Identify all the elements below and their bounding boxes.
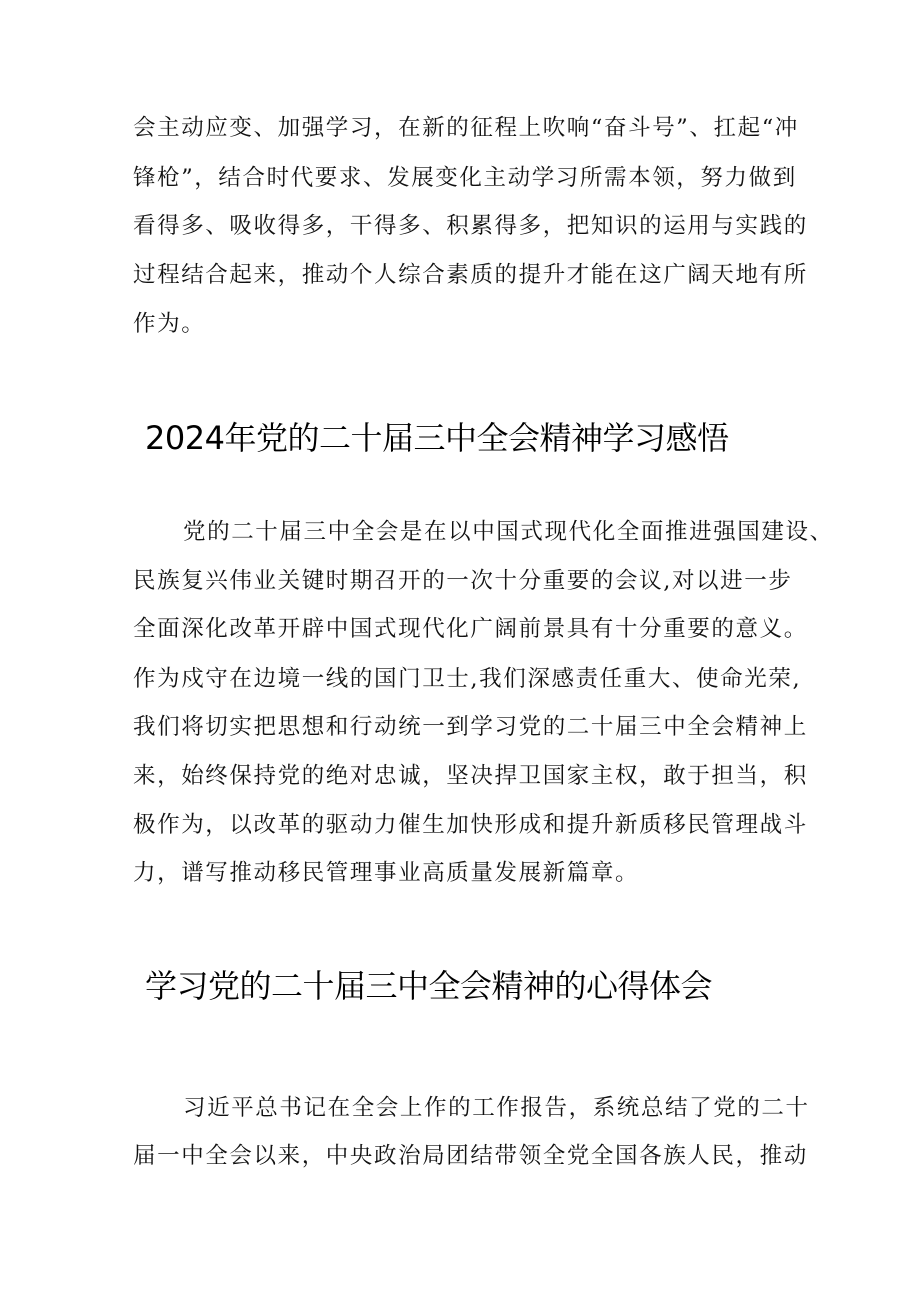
- paragraph-1-line-2: 锋枪”，结合时代要求、发展变化主动学习所需本领，努力做到: [133, 165, 797, 191]
- paragraph-1-line-3: 看得多、吸收得多，干得多、积累得多，把知识的运用与实践的: [133, 213, 808, 239]
- section-2-line-3: 全面深化改革开辟中国式现代化广阔前景具有十分重要的意义。: [133, 616, 808, 642]
- section-2-title: 2024年党的二十届三中全会精神学习感悟: [145, 419, 729, 457]
- section-2-line-2: 民族复兴伟业关键时期召开的一次十分重要的会议,对以进一步: [133, 568, 793, 594]
- paragraph-1-line-1: 会主动应变、加强学习，在新的征程上吹响“奋斗号”、扛起“冲: [133, 115, 799, 141]
- section-2-line-7: 极作为，以改革的驱动力催生加快形成和提升新质移民管理战斗: [133, 812, 808, 838]
- section-2-line-1: 党的二十届三中全会是在以中国式现代化全面推进强国建设、: [183, 519, 834, 545]
- section-2-line-4: 作为戍守在边境一线的国门卫士,我们深感责任重大、使命光荣,: [133, 666, 802, 692]
- section-3-line-2: 届一中全会以来，中央政治局团结带领全党全国各族人民，推动: [133, 1143, 808, 1169]
- section-2-line-6: 来，始终保持党的绝对忠诚，坚决捍卫国家主权，敢于担当，积: [133, 763, 808, 789]
- paragraph-1-line-5: 作为。: [133, 311, 206, 337]
- section-2-line-5: 我们将切实把思想和行动统一到学习党的二十届三中全会精神上: [133, 714, 808, 740]
- paragraph-1-line-4: 过程结合起来，推动个人综合素质的提升才能在这广阔天地有所: [133, 262, 808, 288]
- section-3-title: 学习党的二十届三中全会精神的心得体会: [145, 967, 713, 1005]
- section-2-line-8: 力，谱写推动移民管理事业高质量发展新篇章。: [133, 860, 640, 886]
- section-3-line-1: 习近平总书记在全会上作的工作报告，系统总结了党的二十: [183, 1095, 810, 1121]
